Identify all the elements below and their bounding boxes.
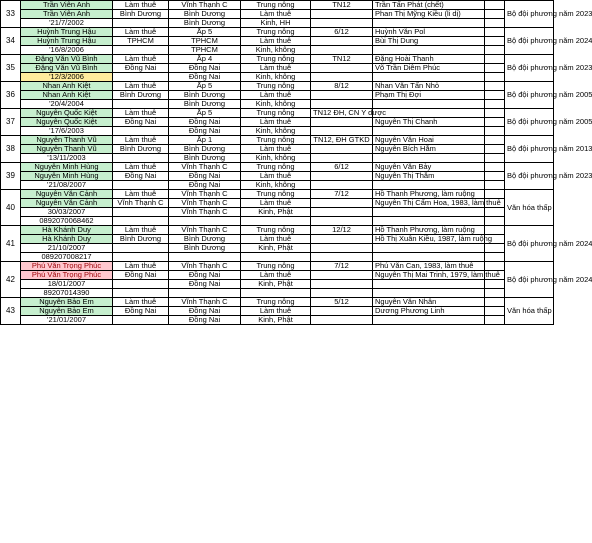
family-cell[interactable]: Phan Thị Mỹng Kiều (li dị) — [373, 10, 485, 19]
occupation-cell[interactable]: Làm thuê — [113, 226, 169, 235]
address-cell[interactable]: Vĩnh Thạnh C — [169, 226, 241, 235]
name-cell[interactable]: Nguyễn Thanh Vũ — [21, 145, 113, 154]
class-cell[interactable]: Kinh, Phật — [241, 208, 311, 217]
education-cell[interactable] — [311, 316, 373, 325]
name-cell[interactable]: '17/6/2003 — [21, 127, 113, 136]
name-cell[interactable]: 30/03/2007 — [21, 208, 113, 217]
education-cell[interactable]: 7/12 — [311, 190, 373, 199]
occupation-cell[interactable]: Làm thuê — [113, 163, 169, 172]
blank-cell[interactable] — [485, 217, 505, 226]
occupation-cell[interactable]: Làm thuê — [113, 136, 169, 145]
education-cell[interactable]: 6/12 — [311, 163, 373, 172]
family-cell[interactable]: Nguyễn Văn Hoai — [373, 136, 485, 145]
blank-cell[interactable] — [485, 280, 505, 289]
name-cell[interactable]: Nhan Anh Kiệt — [21, 91, 113, 100]
occupation-cell[interactable]: Đồng Nai — [113, 64, 169, 73]
assignment-cell[interactable]: Bộ đội phương năm 2005 — [505, 82, 554, 109]
class-cell[interactable]: Kinh, không — [241, 73, 311, 82]
name-cell[interactable]: Trần Viễn Anh — [21, 10, 113, 19]
name-cell[interactable]: Đặng Văn Vũ Bình — [21, 55, 113, 64]
assignment-cell[interactable]: Bộ đội phương năm 2024 — [505, 28, 554, 55]
education-cell[interactable]: 8/12 — [311, 82, 373, 91]
education-cell[interactable]: TN12 ĐH, CN Y dược — [311, 109, 373, 118]
name-cell[interactable]: 0892070068462 — [21, 217, 113, 226]
blank-cell[interactable] — [485, 55, 505, 64]
education-cell[interactable] — [311, 118, 373, 127]
table-row — [1, 316, 554, 325]
blank-cell[interactable] — [485, 127, 505, 136]
blank-cell[interactable] — [485, 316, 505, 325]
class-cell[interactable]: Làm thuê — [241, 307, 311, 316]
occupation-cell[interactable]: Làm thuê — [113, 1, 169, 10]
assignment-cell[interactable]: Bộ đội phương năm 2005 — [505, 109, 554, 136]
class-cell[interactable]: Làm thuê — [241, 10, 311, 19]
name-cell[interactable]: Phú Văn Trọng Phúc — [21, 262, 113, 271]
address-cell[interactable]: Vĩnh Thạnh C — [169, 199, 241, 208]
occupation-cell[interactable]: Làm thuê — [113, 298, 169, 307]
family-cell[interactable] — [373, 208, 485, 217]
education-cell[interactable] — [311, 91, 373, 100]
address-cell[interactable]: Đồng Nai — [169, 73, 241, 82]
name-cell[interactable]: Huỳnh Trung Hậu — [21, 28, 113, 37]
name-cell[interactable]: Trần Viễn Anh — [21, 1, 113, 10]
family-cell[interactable] — [373, 244, 485, 253]
blank-cell[interactable] — [485, 109, 505, 118]
education-cell[interactable]: 7/12 — [311, 262, 373, 271]
assignment-cell[interactable]: Bộ đội phương năm 2023 — [505, 1, 554, 28]
family-cell[interactable]: Trần Tấn Phát (chết) — [373, 1, 485, 10]
occupation-cell[interactable]: Bình Dương — [113, 145, 169, 154]
name-cell[interactable]: 89207014390 — [21, 289, 113, 298]
address-cell[interactable]: Đồng Nai — [169, 64, 241, 73]
family-cell[interactable]: Nhan Văn Tấn Nhỏ — [373, 82, 485, 91]
class-cell[interactable]: Làm thuê — [241, 172, 311, 181]
address-cell[interactable]: Vĩnh Thạnh C — [169, 190, 241, 199]
blank-cell[interactable] — [485, 73, 505, 82]
blank-cell[interactable] — [485, 253, 505, 262]
name-cell[interactable]: '13/11/2003 — [21, 154, 113, 163]
row-number-cell[interactable]: 35 — [1, 55, 21, 82]
row-number-cell[interactable]: 34 — [1, 28, 21, 55]
occupation-cell[interactable]: Đồng Nai — [113, 118, 169, 127]
class-cell[interactable]: Trung nông — [241, 55, 311, 64]
name-cell[interactable]: Nguyễn Minh Hùng — [21, 163, 113, 172]
occupation-cell[interactable] — [113, 208, 169, 217]
name-cell[interactable]: '20/4/2004 — [21, 100, 113, 109]
education-cell[interactable] — [311, 64, 373, 73]
address-cell[interactable]: Bình Dương — [169, 145, 241, 154]
class-cell[interactable]: Kinh, không — [241, 181, 311, 190]
name-cell[interactable]: 089207008217 — [21, 253, 113, 262]
family-cell[interactable]: Hồ Thị Xuân Kiều, 1987, làm ruộng — [373, 235, 485, 244]
class-cell[interactable]: Làm thuê — [241, 271, 311, 280]
class-cell[interactable]: Kinh, không — [241, 100, 311, 109]
class-cell[interactable]: Làm thuê — [241, 37, 311, 46]
class-cell[interactable]: Kinh, Phật — [241, 244, 311, 253]
row-number-cell[interactable]: 37 — [1, 109, 21, 136]
name-cell[interactable]: '21/08/2007 — [21, 181, 113, 190]
class-cell[interactable]: Trung nông — [241, 109, 311, 118]
name-cell[interactable]: Nguyễn Minh Hùng — [21, 172, 113, 181]
address-cell[interactable]: Bình Dương — [169, 19, 241, 28]
name-cell[interactable]: '12/3/2006 — [21, 73, 113, 82]
education-cell[interactable] — [311, 37, 373, 46]
education-cell[interactable] — [311, 172, 373, 181]
address-cell[interactable]: Đồng Nai — [169, 118, 241, 127]
assignment-cell[interactable]: Bộ đội phương năm 2013 — [505, 136, 554, 163]
education-cell[interactable]: 12/12 — [311, 226, 373, 235]
blank-cell[interactable] — [485, 28, 505, 37]
occupation-cell[interactable] — [113, 244, 169, 253]
class-cell[interactable]: Làm thuê — [241, 235, 311, 244]
name-cell[interactable]: Nguyễn Thanh Vũ — [21, 136, 113, 145]
blank-cell[interactable] — [485, 118, 505, 127]
address-cell[interactable]: Bình Dương — [169, 91, 241, 100]
family-cell[interactable]: Võ Trần Diễm Phúc — [373, 64, 485, 73]
name-cell[interactable]: Huỳnh Trung Hậu — [21, 37, 113, 46]
class-cell[interactable]: Trung nông — [241, 190, 311, 199]
name-cell[interactable]: Nguyễn Quốc Kiệt — [21, 118, 113, 127]
blank-cell[interactable] — [485, 64, 505, 73]
class-cell[interactable]: Kinh, Phật — [241, 316, 311, 325]
occupation-cell[interactable]: Làm thuê — [113, 55, 169, 64]
education-cell[interactable]: 6/12 — [311, 28, 373, 37]
address-cell[interactable]: Ấp 5 — [169, 28, 241, 37]
row-number-cell[interactable]: 38 — [1, 136, 21, 163]
row-number-cell[interactable]: 43 — [1, 298, 21, 325]
assignment-cell[interactable]: Văn hóa thấp — [505, 190, 554, 226]
blank-cell[interactable] — [485, 82, 505, 91]
occupation-cell[interactable]: Làm thuê — [113, 190, 169, 199]
address-cell[interactable]: Bình Dương — [169, 235, 241, 244]
occupation-cell[interactable]: Đồng Nai — [113, 307, 169, 316]
education-cell[interactable]: TN12 — [311, 1, 373, 10]
blank-cell[interactable] — [485, 37, 505, 46]
class-cell[interactable]: Trung nông — [241, 262, 311, 271]
address-cell[interactable]: Đồng Nai — [169, 181, 241, 190]
family-cell[interactable]: Đặng Hoài Thanh — [373, 55, 485, 64]
name-cell[interactable]: Nguyễn Bảo Em — [21, 298, 113, 307]
education-cell[interactable] — [311, 145, 373, 154]
row-number-cell[interactable]: 39 — [1, 163, 21, 190]
name-cell[interactable]: Nhan Anh Kiệt — [21, 82, 113, 91]
blank-cell[interactable] — [485, 136, 505, 145]
class-cell[interactable]: Kinh, không — [241, 46, 311, 55]
class-cell[interactable]: Trung nông — [241, 226, 311, 235]
occupation-cell[interactable]: Bình Dương — [113, 235, 169, 244]
class-cell[interactable]: Trung nông — [241, 82, 311, 91]
education-cell[interactable] — [311, 208, 373, 217]
assignment-cell[interactable]: Bộ đội phương năm 2024 — [505, 226, 554, 262]
name-cell[interactable]: Phú Văn Trọng Phúc — [21, 271, 113, 280]
family-cell[interactable]: Phú Văn Can, 1983, làm thuê — [373, 262, 485, 271]
class-cell[interactable]: Làm thuê — [241, 91, 311, 100]
class-cell[interactable]: Trung nông — [241, 136, 311, 145]
occupation-cell[interactable] — [113, 316, 169, 325]
family-cell[interactable]: Nguyễn Thị Thắm — [373, 172, 485, 181]
class-cell[interactable]: Trung nông — [241, 28, 311, 37]
assignment-cell[interactable]: Bộ đội phương năm 2023 — [505, 55, 554, 82]
address-cell[interactable]: Đồng Nai — [169, 280, 241, 289]
name-cell[interactable]: Đặng Văn Vũ Bình — [21, 64, 113, 73]
family-cell[interactable] — [373, 316, 485, 325]
occupation-cell[interactable]: Làm thuê — [113, 109, 169, 118]
blank-cell[interactable] — [485, 10, 505, 19]
family-cell[interactable]: Phạm Thị Đợi — [373, 91, 485, 100]
address-cell[interactable]: Đồng Nai — [169, 172, 241, 181]
blank-cell[interactable] — [485, 244, 505, 253]
class-cell[interactable]: Làm thuê — [241, 145, 311, 154]
name-cell[interactable]: Nguyễn Văn Cảnh — [21, 199, 113, 208]
name-cell[interactable]: Nguyễn Bảo Em — [21, 307, 113, 316]
class-cell[interactable]: Trung nông — [241, 163, 311, 172]
row-number-cell[interactable]: 40 — [1, 190, 21, 226]
blank-cell[interactable] — [485, 181, 505, 190]
family-cell[interactable]: Nguyễn Thị Mai Trinh, 1979, làm thuê — [373, 271, 485, 280]
blank-cell[interactable] — [485, 163, 505, 172]
occupation-cell[interactable]: Làm thuê — [113, 82, 169, 91]
name-cell[interactable]: 21/10/2007 — [21, 244, 113, 253]
occupation-cell[interactable]: Bình Dương — [113, 10, 169, 19]
blank-cell[interactable] — [485, 91, 505, 100]
education-cell[interactable]: 5/12 — [311, 298, 373, 307]
blank-cell[interactable] — [485, 46, 505, 55]
education-cell[interactable] — [311, 235, 373, 244]
row-number-cell[interactable]: 33 — [1, 1, 21, 28]
family-cell[interactable]: Huỳnh Văn Pol — [373, 28, 485, 37]
row-number-cell[interactable]: 42 — [1, 262, 21, 298]
address-cell[interactable]: Ấp 1 — [169, 136, 241, 145]
address-cell[interactable]: Ấp 4 — [169, 55, 241, 64]
sheet-body — [1, 0, 592, 325]
occupation-cell[interactable]: Đồng Nai — [113, 271, 169, 280]
row-number-cell[interactable]: 36 — [1, 82, 21, 109]
class-cell[interactable]: Kinh, HH — [241, 19, 311, 28]
family-cell[interactable]: Nguyễn Văn Bảy — [373, 163, 485, 172]
name-cell[interactable]: Nguyễn Văn Cảnh — [21, 190, 113, 199]
family-cell[interactable]: Hồ Thanh Phương, làm ruộng — [373, 190, 485, 199]
family-cell[interactable]: Nguyễn Thị Chanh — [373, 118, 485, 127]
occupation-cell[interactable] — [113, 280, 169, 289]
family-cell[interactable]: Bùi Thị Dung — [373, 37, 485, 46]
class-cell[interactable]: Làm thuê — [241, 118, 311, 127]
blank-cell[interactable] — [485, 19, 505, 28]
blank-cell[interactable] — [485, 289, 505, 298]
class-cell[interactable]: Kinh, không — [241, 154, 311, 163]
family-cell[interactable]: Hồ Thanh Phương, làm ruộng — [373, 226, 485, 235]
family-cell[interactable]: Nguyễn Thị Cẩm Hoa, 1983, làm thuê — [373, 199, 485, 208]
address-cell[interactable]: Đồng Nai — [169, 307, 241, 316]
name-cell[interactable]: 18/01/2007 — [21, 280, 113, 289]
name-cell[interactable]: '21/7/2002 — [21, 19, 113, 28]
class-cell[interactable]: Trung nông — [241, 298, 311, 307]
address-cell[interactable]: Đồng Nai — [169, 316, 241, 325]
education-cell[interactable] — [311, 271, 373, 280]
address-cell[interactable]: Vĩnh Thạnh C — [169, 262, 241, 271]
assignment-cell[interactable]: Bộ đội phương năm 2024 — [505, 262, 554, 298]
name-cell[interactable]: Hà Khánh Duy — [21, 226, 113, 235]
family-cell[interactable] — [373, 280, 485, 289]
assignment-cell[interactable]: Văn hóa thấp — [505, 298, 554, 325]
education-cell[interactable]: TN12, ĐH GTKD — [311, 136, 373, 145]
address-cell[interactable]: Bình Dương — [169, 100, 241, 109]
family-cell[interactable]: Nguyễn Bích Hằm — [373, 145, 485, 154]
address-cell[interactable]: Đồng Nai — [169, 271, 241, 280]
name-cell[interactable]: Nguyễn Quốc Kiệt — [21, 109, 113, 118]
class-cell[interactable]: Kinh, không — [241, 127, 311, 136]
blank-cell[interactable] — [485, 208, 505, 217]
family-cell[interactable]: Dương Phương Linh — [373, 307, 485, 316]
row-number-cell[interactable]: 41 — [1, 226, 21, 262]
blank-cell[interactable] — [485, 1, 505, 10]
address-cell[interactable]: Vĩnh Thạnh C — [169, 208, 241, 217]
education-cell[interactable] — [311, 199, 373, 208]
address-cell[interactable]: Vĩnh Thạnh C — [169, 1, 241, 10]
family-cell[interactable]: Nguyễn Văn Nhân — [373, 298, 485, 307]
occupation-cell[interactable]: TPHCM — [113, 37, 169, 46]
address-cell[interactable]: Đồng Nai — [169, 127, 241, 136]
blank-cell[interactable] — [485, 154, 505, 163]
name-cell[interactable]: '16/8/2006 — [21, 46, 113, 55]
address-cell[interactable]: Ấp 5 — [169, 82, 241, 91]
education-cell[interactable] — [311, 10, 373, 19]
address-cell[interactable]: Vĩnh Thạnh C — [169, 163, 241, 172]
education-cell[interactable]: TN12 — [311, 55, 373, 64]
address-cell[interactable]: Ấp 5 — [169, 109, 241, 118]
class-cell[interactable]: Kinh, Phật — [241, 280, 311, 289]
class-cell[interactable]: Làm thuê — [241, 64, 311, 73]
class-cell[interactable]: Trung nông — [241, 1, 311, 10]
occupation-cell[interactable]: Làm thuê — [113, 262, 169, 271]
education-cell[interactable] — [311, 244, 373, 253]
education-cell[interactable] — [311, 280, 373, 289]
address-cell[interactable]: Vĩnh Thạnh C — [169, 298, 241, 307]
name-cell[interactable]: Hà Khánh Duy — [21, 235, 113, 244]
blank-cell[interactable] — [485, 145, 505, 154]
blank-cell[interactable] — [485, 298, 505, 307]
occupation-cell[interactable]: Bình Dương — [113, 91, 169, 100]
occupation-cell[interactable]: Vĩnh Thạnh C — [113, 199, 169, 208]
family-cell[interactable] — [373, 100, 485, 109]
blank-cell[interactable] — [485, 172, 505, 181]
address-cell[interactable]: TPHCM — [169, 46, 241, 55]
class-cell[interactable]: Làm thuê — [241, 199, 311, 208]
name-cell[interactable]: '21/01/2007 — [21, 316, 113, 325]
occupation-cell[interactable]: Làm thuê — [113, 28, 169, 37]
assignment-cell[interactable]: Bộ đội phương năm 2023 — [505, 163, 554, 190]
address-cell[interactable]: TPHCM — [169, 37, 241, 46]
education-cell[interactable] — [311, 307, 373, 316]
address-cell[interactable]: Bình Dương — [169, 10, 241, 19]
blank-cell[interactable] — [485, 100, 505, 109]
blank-cell[interactable] — [485, 307, 505, 316]
occupation-cell[interactable]: Đồng Nai — [113, 172, 169, 181]
address-cell[interactable]: Bình Dương — [169, 154, 241, 163]
address-cell[interactable]: Bình Dương — [169, 244, 241, 253]
